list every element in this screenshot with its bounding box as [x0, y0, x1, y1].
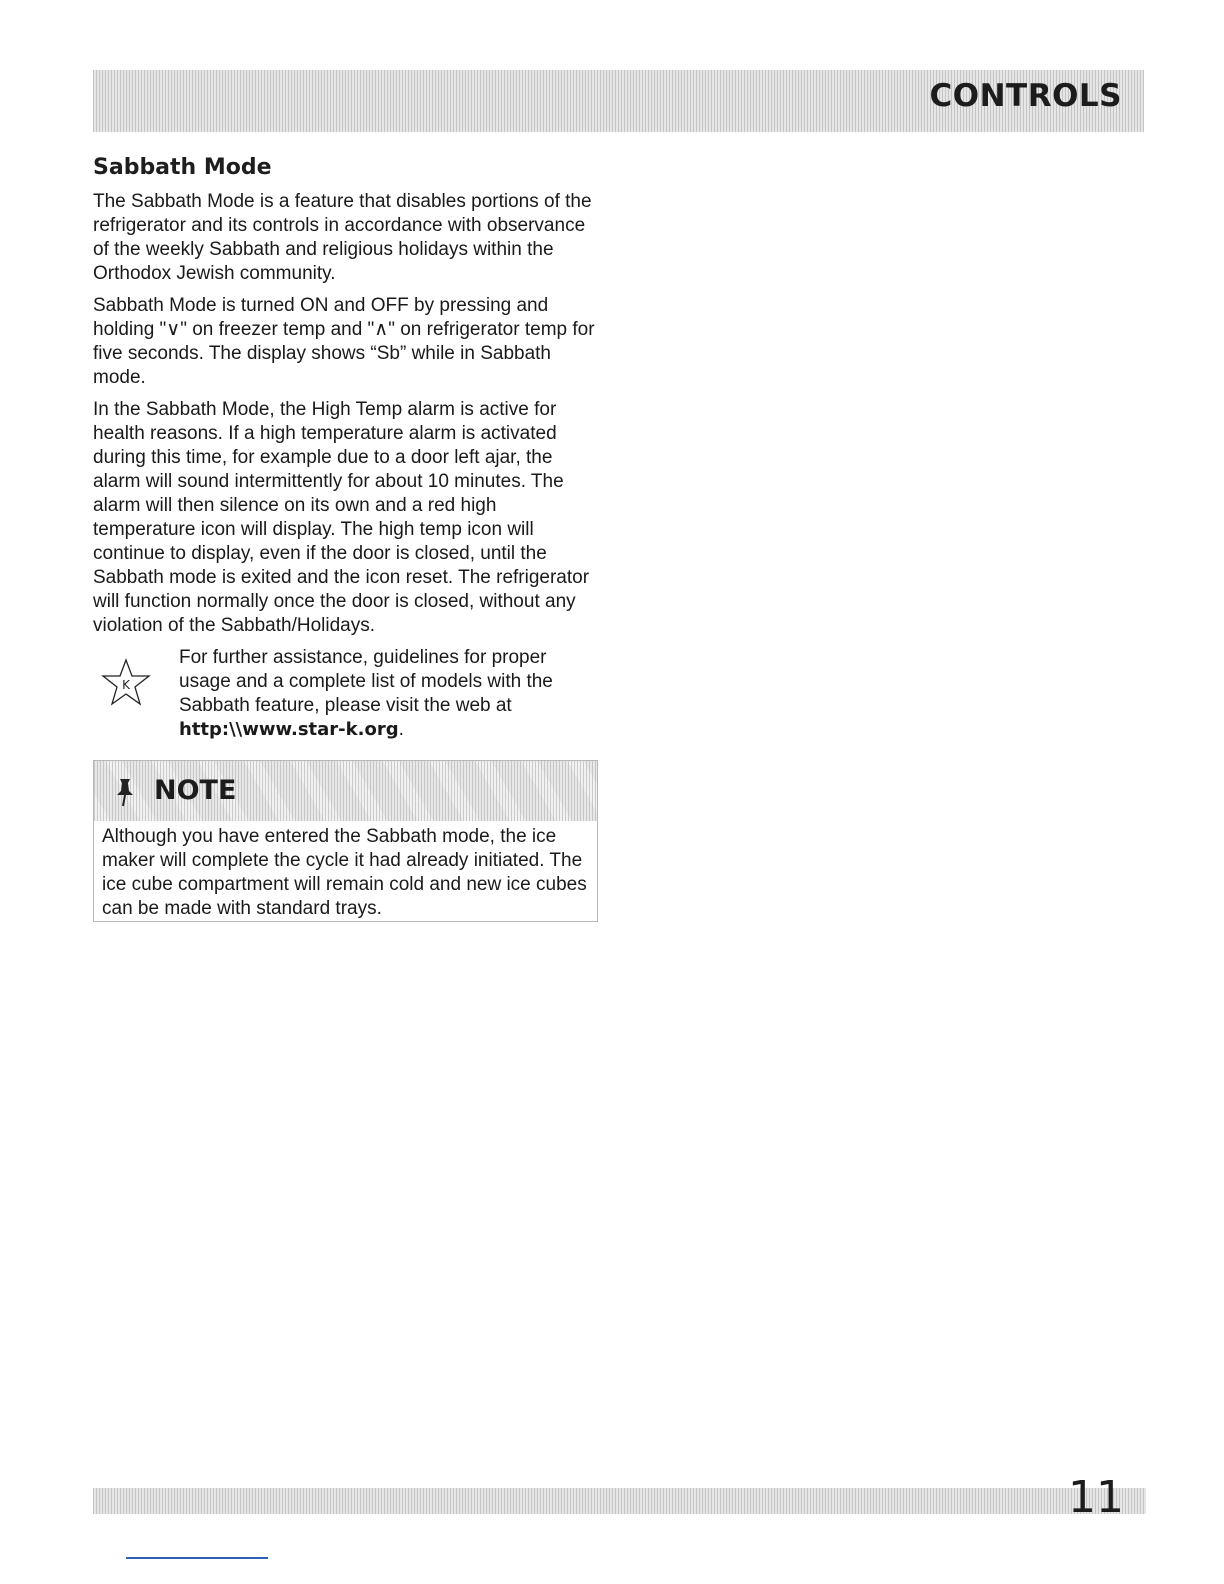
star-k-description: For further assistance, guidelines for proper usage and a complete list of models with the Sabbath feature, please visit the web at: [179, 647, 553, 716]
star-k-logo-icon: [101, 658, 151, 708]
star-k-text: [179, 646, 599, 742]
header-title: CONTROLS: [929, 78, 1122, 114]
note-box: [93, 760, 598, 922]
star-k-letter: K: [122, 678, 130, 692]
paragraph-activation: Sabbath Mode is turned ON and OFF by pressing and holding "∨" on freezer temp and "∧" on refrigerator temp for five seconds. The display shows “Sb” while in Sabbath mode.: [93, 295, 595, 388]
note-header: [94, 761, 597, 821]
paragraph-alarm: In the Sabbath Mode, the High Temp alarm is active for health reasons. If a high temperature alarm is activated during this time, for example due to a door left ajar, the alarm will sound intermittently for about 10 minutes. The alarm will then silence on its own and a red high temperature icon will display. The high temp icon will continue to display, even if the door is closed, until the Sabbath mode is exited and the icon reset. The refrigerator will function normally once the door is closed, without any violation of the Sabbath/Holidays.: [93, 399, 590, 636]
paragraph-intro: The Sabbath Mode is a feature that disables portions of the refrigerator and its controls in accordance with observance of the weekly Sabbath and religious holidays within the Orthodox Jewish community.: [93, 191, 592, 284]
section-title: Sabbath Mode: [93, 155, 272, 180]
header-band: [93, 70, 1144, 132]
star-k-link[interactable]: http:\\www.star-k.org: [179, 719, 399, 740]
note-label: NOTE: [154, 775, 237, 806]
note-text: Although you have entered the Sabbath mode, the ice maker will complete the cycle it had already initiated. The ice cube compartment will remain cold and new ice cubes can be made with standard trays.: [102, 826, 587, 919]
page-number: 11: [1068, 1472, 1124, 1523]
star-k-link-suffix: .: [398, 719, 404, 740]
content-column: [93, 155, 603, 742]
bottom-rule: [126, 1557, 268, 1559]
footer-band: [93, 1488, 1146, 1514]
pushpin-icon: [114, 777, 136, 807]
star-k-block: [93, 646, 603, 742]
